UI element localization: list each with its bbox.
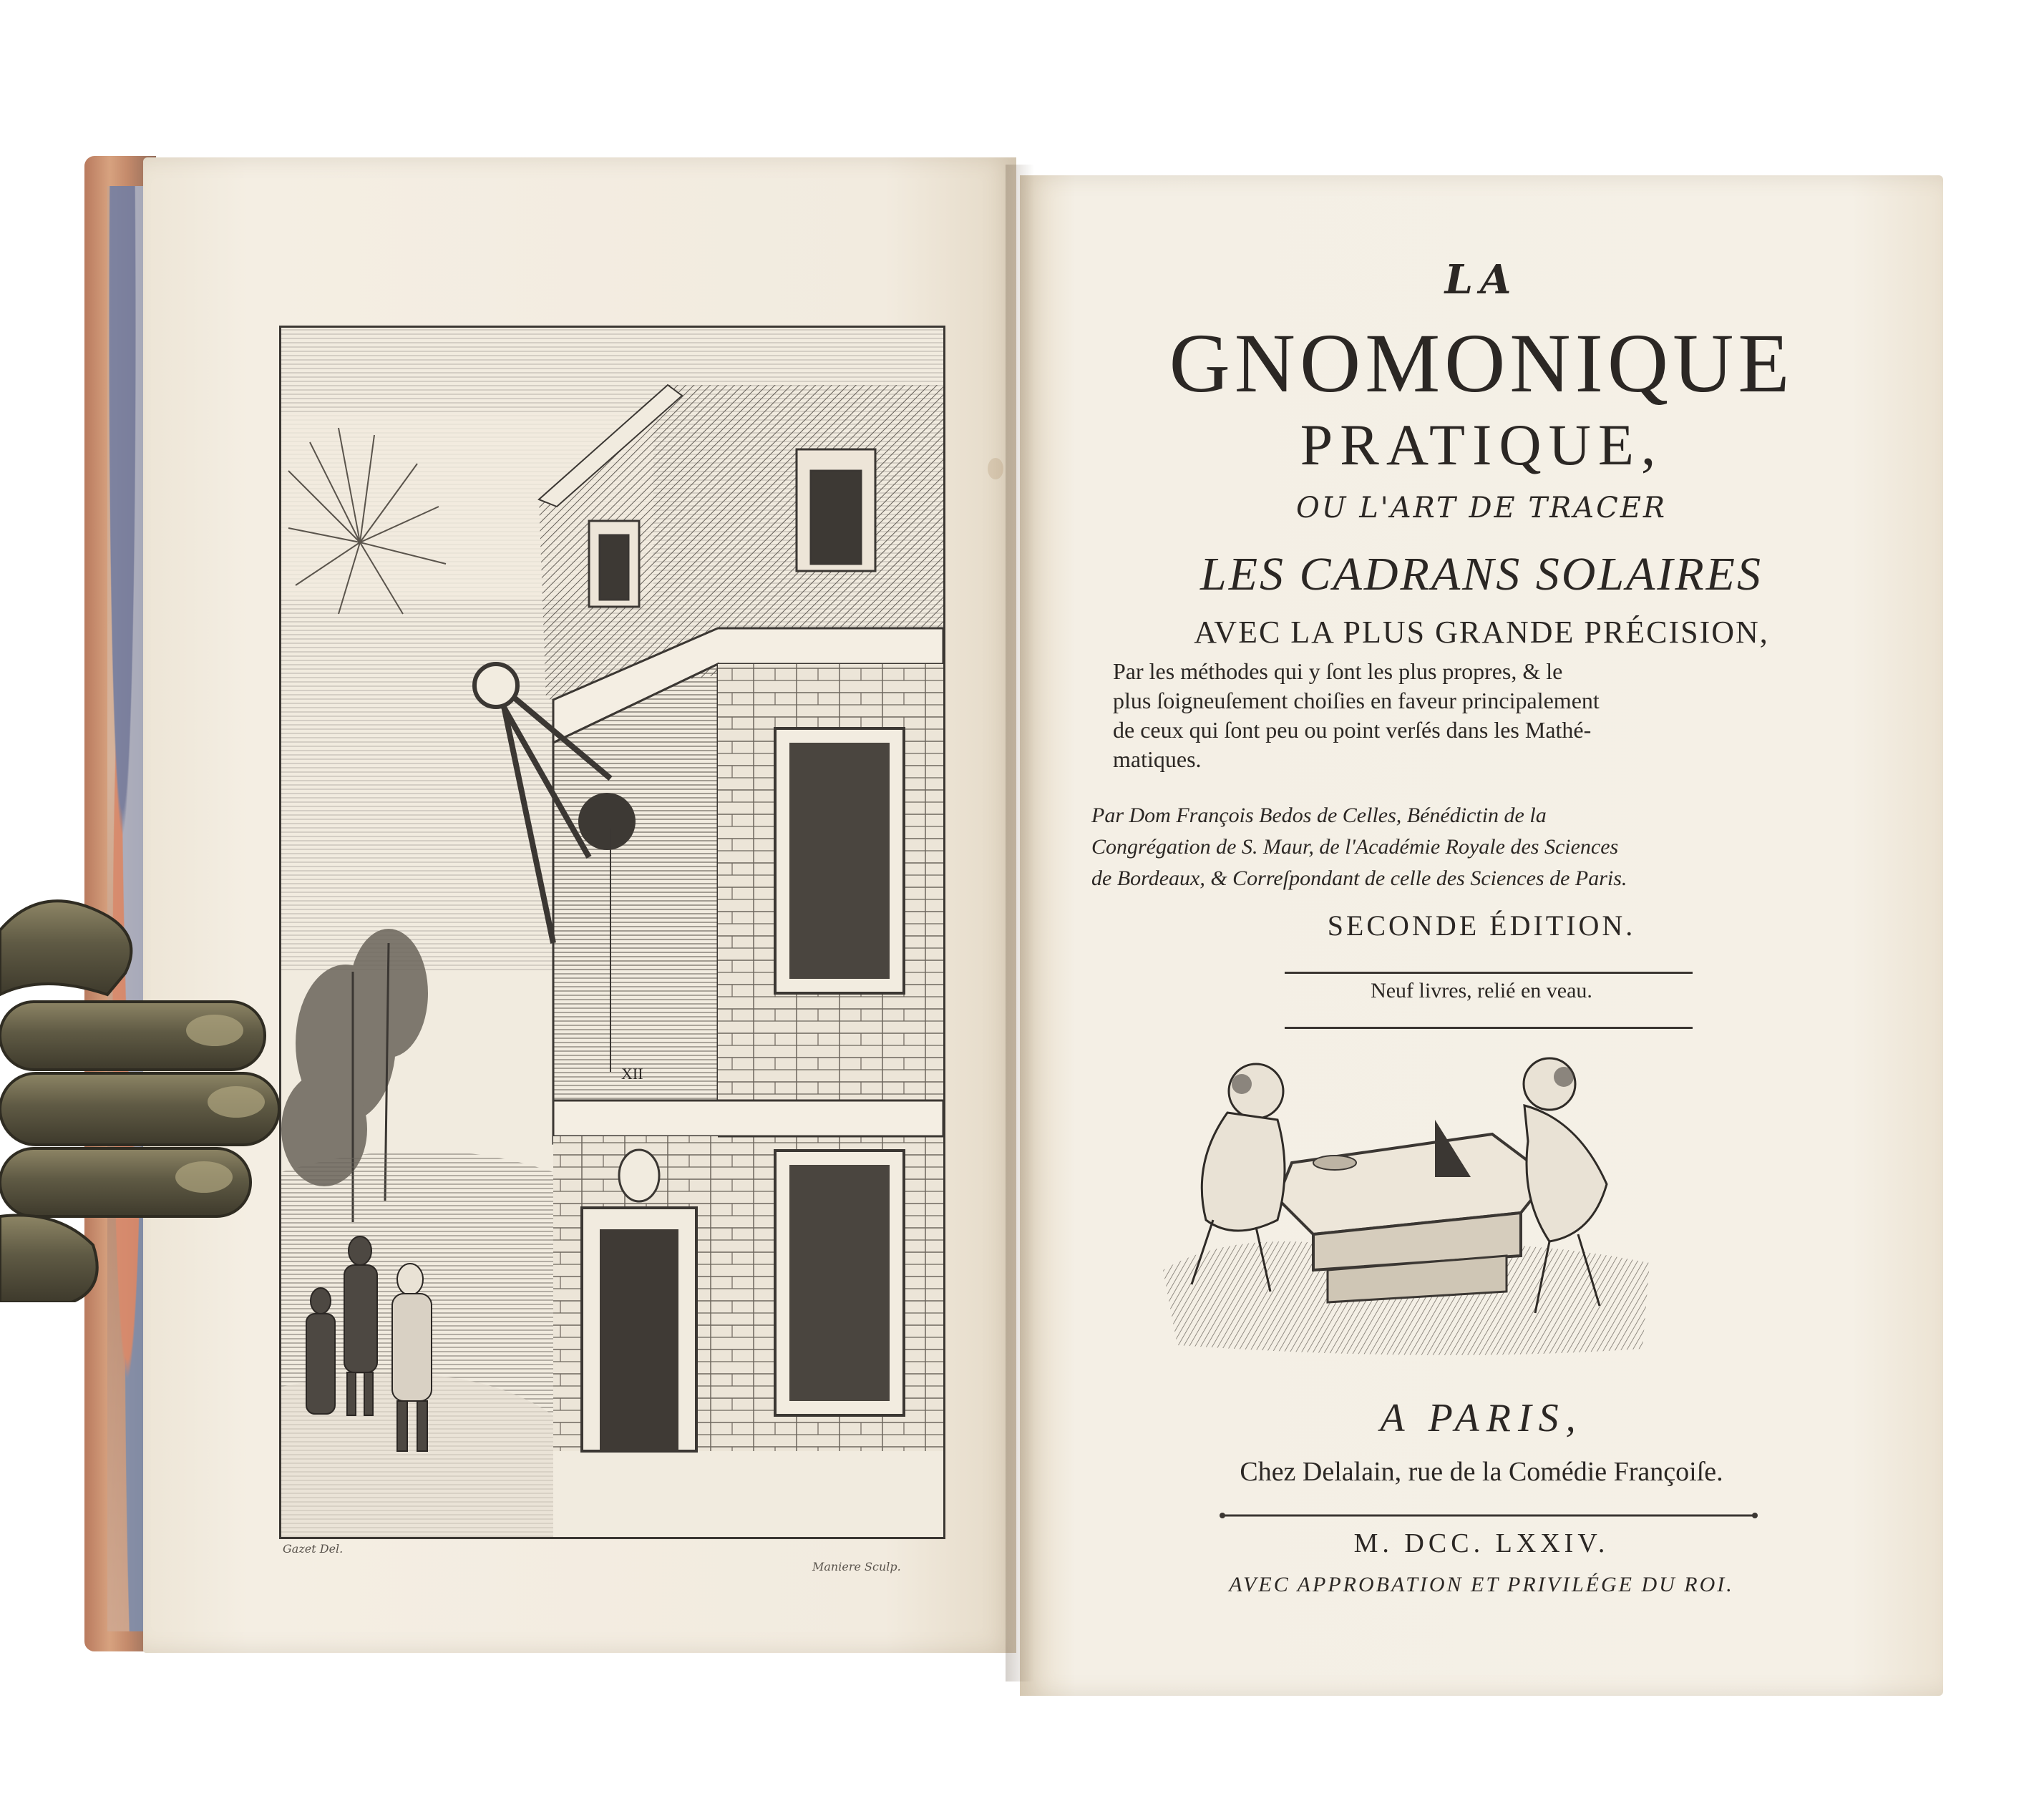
page-stain [988,458,1003,479]
description-line: plus ſoigneuſement choiſies en faveur principalement [1113,688,1600,713]
imprint-privilege: AVEC APPROBATION ET PRIVILÉGE DU ROI. [1229,1573,1734,1596]
rule-divider [1285,1027,1693,1029]
imprint-place: A PARIS, [1380,1396,1583,1440]
engraving-illustration [281,328,943,1537]
price-statement: Neuf livres, relié en veau. [1371,979,1592,1002]
engraving-credit-right: Maniere Sculp. [812,1560,901,1573]
subtitle-cadrans: LES CADRANS SOLAIRES [1200,548,1763,600]
title-gnomonique: GNOMONIQUE [1169,316,1794,410]
title-la: LA [1444,256,1519,303]
ornamental-rule [1217,1512,1761,1519]
rule-divider [1285,972,1693,974]
imprint-publisher: Chez Delalain, rue de la Comédie Françoiſe. [1240,1457,1723,1487]
author-line: Congrégation de S. Maur, de l'Académie Royale des Sciences [1091,835,1619,859]
description-line: Par les méthodes qui y ſont les plus propres, & le [1113,658,1563,684]
description-line: de ceux qui ſont peu ou point verſés dans les Mathé- [1113,717,1592,743]
subtitle-precision: AVEC LA PLUS GRANDE PRÉCISION, [1194,615,1769,650]
description-text [1113,657,1829,774]
imprint-year: M. DCC. LXXIV. [1353,1528,1610,1558]
sundial-vignette [1149,1055,1664,1356]
author-line: de Bordeaux, & Correſpondant de celle des Sciences de Paris. [1091,867,1627,890]
dial-numeral: XII [621,1065,643,1083]
brass-hand-bookstand [0,887,301,1302]
description-line: matiques. [1113,746,1202,772]
author-line: Par Dom François Bedos de Celles, Bénédictin de la [1091,804,1547,827]
edition-statement: SECONDE ÉDITION. [1327,909,1636,942]
author-statement [1091,800,1850,894]
subtitle-ou-lart: OU L'ART DE TRACER [1295,492,1668,524]
frontispiece-engraving [279,326,945,1539]
engraving-credit-left: Gazet Del. [283,1542,344,1556]
title-pratique: PRATIQUE, [1300,412,1663,477]
